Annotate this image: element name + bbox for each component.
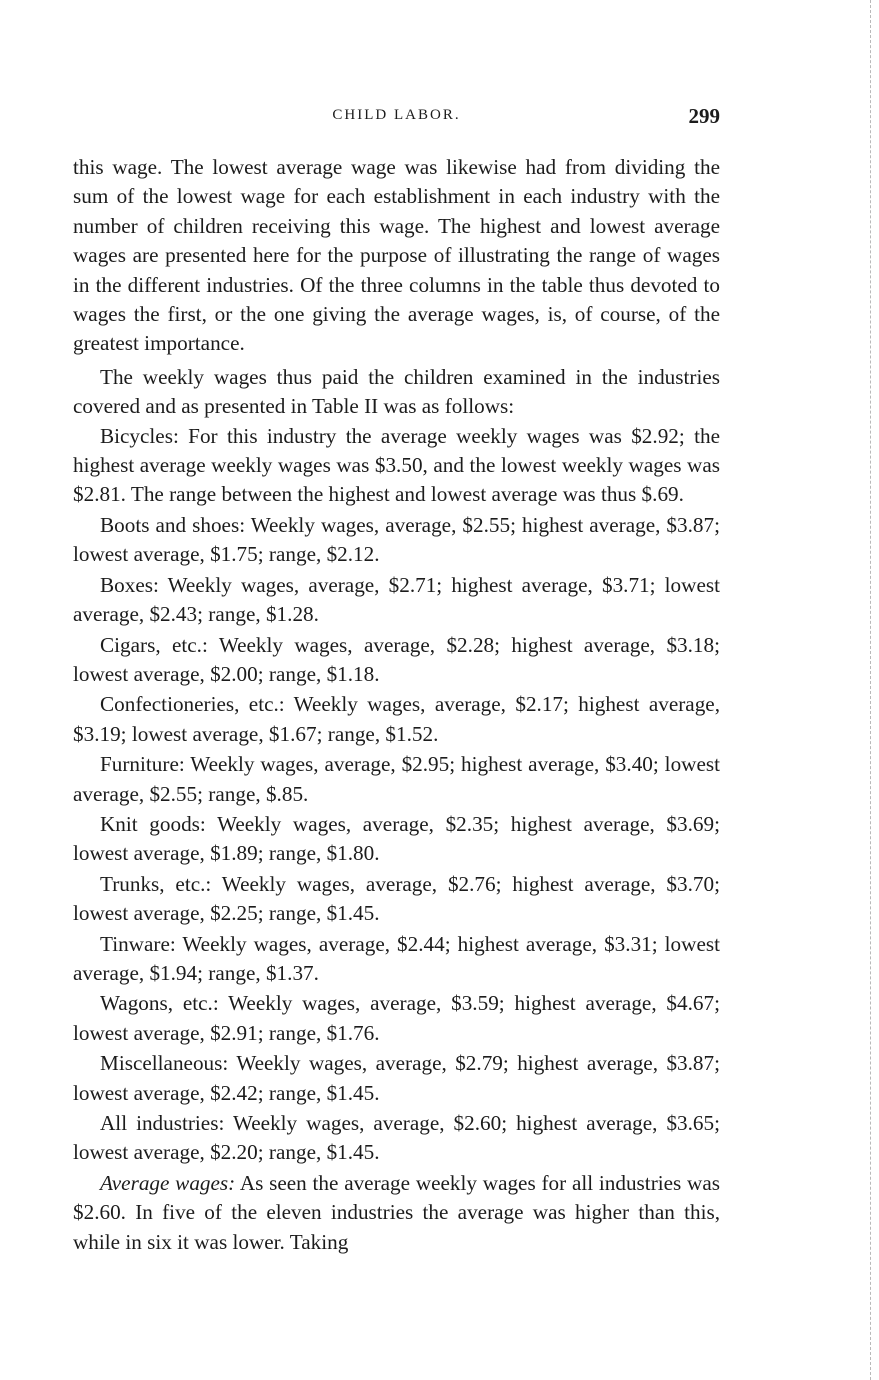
- running-title: CHILD LABOR.: [332, 107, 461, 123]
- paragraph-miscellaneous: Miscellaneous: Weekly wages, average, $2.79; highest average, $3.87; lowest average, $2.42; range, $1.45.: [73, 1051, 720, 1105]
- paragraph-average-wages: [73, 1169, 720, 1257]
- paragraph-intro: this wage. The lowest average wage was likewise had from dividing the sum of the lowest wage for each establishment in each industry with the number of children receiving this wage. The highest and lowest average wages are presented here for the purpose of illustrating the range of wages in the different industries. Of the three columns in the table thus devoted to wages the first, or the one giving the average wages, is, of course, of the greatest importance.: [73, 155, 720, 356]
- paragraph-bicycles: Bicycles: For this industry the average weekly wages was $2.92; the highest average weekly wages was $3.50, and the lowest weekly wages was $2.81. The range between the highest and lowest average was thus $.69.: [73, 423, 720, 507]
- body-text: [73, 153, 720, 1257]
- paragraph-cigars: Cigars, etc.: Weekly wages, average, $2.28; highest average, $3.18; lowest average, $2.00; range, $1.18.: [73, 632, 720, 686]
- paragraph-boxes: Boxes: Weekly wages, average, $2.71; highest average, $3.71; lowest average, $2.43; range, $1.28.: [73, 572, 720, 627]
- paragraph-trunks: Trunks, etc.: Weekly wages, average, $2.76; highest average, $3.70; lowest average, $2.25; range, $1.45.: [73, 871, 720, 926]
- average-wages-text: As seen the average weekly wages for all industries was $2.60. In five of the eleven industries the average was higher than this, while in six it was lower. Taking: [73, 1170, 720, 1254]
- page-header: [73, 104, 720, 134]
- page-edge-line: [870, 0, 871, 1380]
- paragraph-wagons: Wagons, etc.: Weekly wages, average, $3.59; highest average, $4.67; lowest average, $2.91; range, $1.76.: [73, 991, 720, 1045]
- page-number: 299: [688, 104, 720, 128]
- paragraph-furniture: Furniture: Weekly wages, average, $2.95; highest average, $3.40; lowest average, $2.55; range, $.85.: [73, 752, 720, 806]
- paragraph-weekly-intro: The weekly wages thus paid the children examined in the industries covered and as presented in Table II was as follows:: [73, 364, 720, 419]
- paragraph-all-industries: All industries: Weekly wages, average, $2.60; highest average, $3.65; lowest average, $2.20; range, $1.45.: [73, 1111, 720, 1165]
- paragraph-boots-and-shoes: Boots and shoes: Weekly wages, average, $2.55; highest average, $3.87; lowest average, $1.75; range, $2.12.: [73, 512, 720, 567]
- paragraph-knit-goods: Knit goods: Weekly wages, average, $2.35; highest average, $3.69; lowest average, $1.89; range, $1.80.: [73, 811, 720, 866]
- paragraph-tinware: Tinware: Weekly wages, average, $2.44; highest average, $3.31; lowest average, $1.94; range, $1.37.: [73, 931, 720, 985]
- paragraph-confectioneries: Confectioneries, etc.: Weekly wages, average, $2.17; highest average, $3.19; lowest average, $1.67; range, $1.52.: [73, 692, 720, 746]
- average-wages-heading: Average wages:: [100, 1170, 236, 1195]
